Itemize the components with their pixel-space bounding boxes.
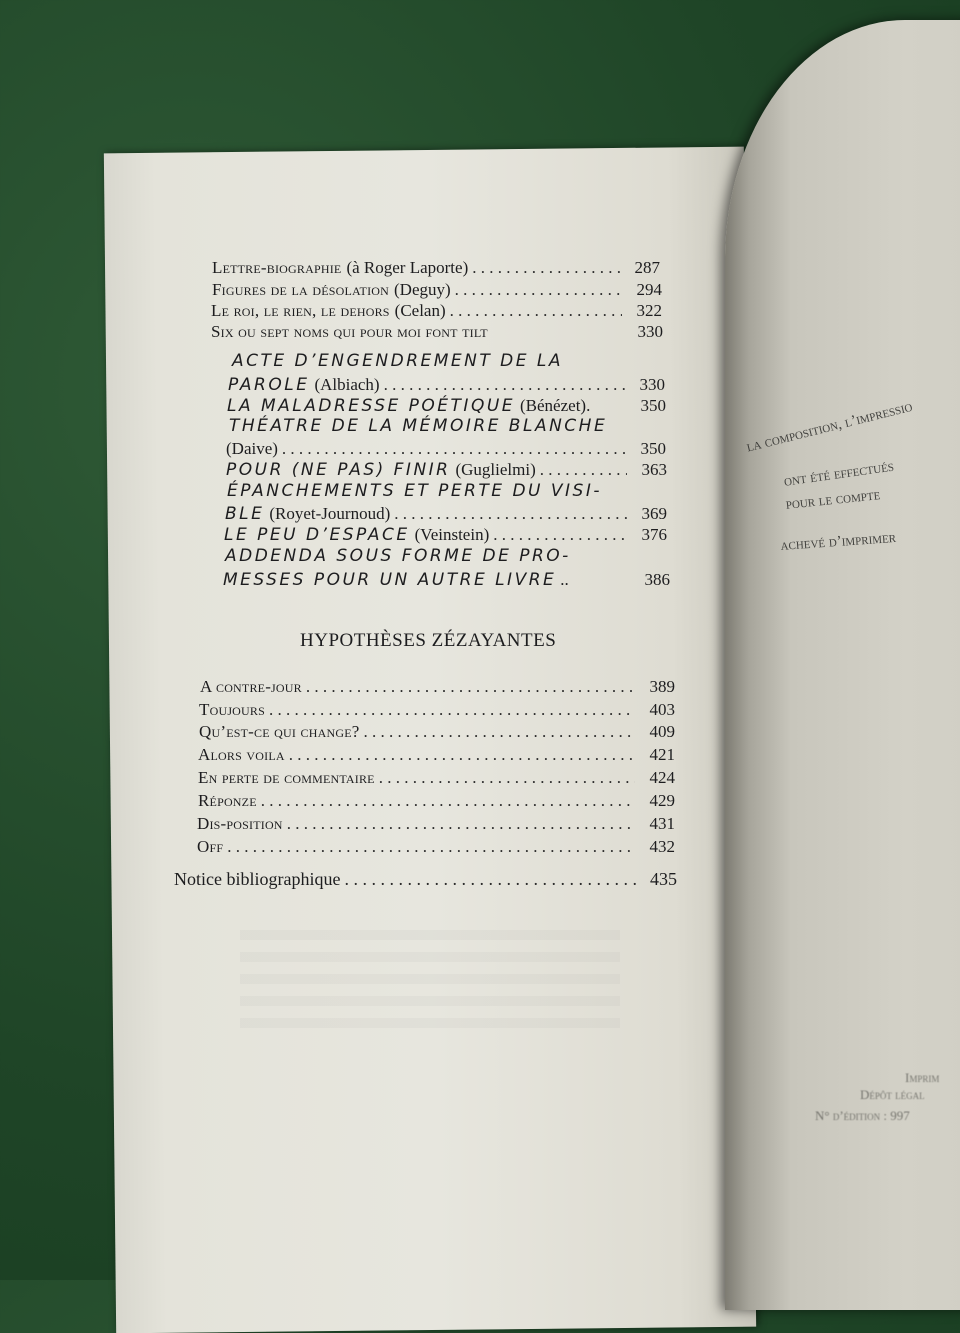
toc-entry [228, 375, 665, 395]
printer-line: Imprim [905, 1070, 940, 1085]
entry-title: Le roi, le rien, le dehors [211, 301, 390, 320]
entry-title: Qu’est-ce qui change? [199, 722, 360, 741]
page-number: 432 [649, 837, 675, 856]
entry-author: (Bénézet). [520, 396, 591, 415]
page-number: 350 [640, 396, 666, 415]
page-number: 350 [640, 439, 666, 458]
italic-entry-title: ADDENDA SOUS FORME DE PRO- [225, 546, 571, 566]
page-number: 363 [641, 460, 667, 479]
page-number: 403 [649, 700, 675, 719]
dot-leader [261, 791, 635, 811]
entry-author: (Albiach) [314, 375, 380, 394]
entry-author: (Veinstein) [414, 525, 490, 544]
page-number: 330 [639, 375, 665, 394]
page-number: 294 [636, 280, 662, 299]
page-number: 386 [644, 570, 670, 589]
toc-entry: MESSES POUR UN AUTRE LIVRE .. 386 [223, 570, 670, 590]
dot-leader [450, 301, 622, 321]
toc-entry [212, 258, 660, 278]
entry-title: LA MALADRESSE POÉTIQUE [227, 396, 516, 416]
toc-entry [198, 745, 675, 765]
entry-title: Notice bibliographique [174, 869, 341, 889]
dot-leader [269, 700, 635, 720]
toc-entry [212, 280, 662, 300]
toc-entry [197, 837, 675, 857]
page-number: 369 [641, 504, 667, 523]
dot-leader [282, 439, 626, 459]
toc-entry [198, 791, 675, 811]
entry-author: (Royet-Journoud) [269, 504, 391, 523]
toc-entry [224, 525, 667, 545]
toc-entry [211, 301, 662, 321]
dot-leader [289, 745, 635, 765]
page-number: 287 [634, 258, 660, 277]
dot-leader [306, 677, 635, 697]
colophon-line: pour le compte [785, 487, 882, 513]
dot-leader [493, 525, 627, 545]
show-through-text [240, 930, 620, 1040]
dot-leader [344, 869, 637, 890]
entry-author: (à Roger Laporte) [346, 258, 469, 277]
italic-entry-title: ACTE D’ENGENDREMENT DE LA [232, 351, 564, 371]
page-number: 376 [641, 525, 667, 544]
toc-entry [200, 677, 675, 697]
colophon-line: ont été effectués [783, 458, 895, 490]
entry-author: (Celan) [394, 301, 446, 320]
toc-entry [197, 814, 675, 834]
colophon-line: la composition, l’impressio [745, 398, 915, 456]
italic-entry-title: ÉPANCHEMENTS ET PERTE DU VISI- [227, 481, 602, 501]
entry-author: (Daive) [226, 439, 278, 458]
page-number: 431 [649, 814, 675, 833]
page-number: 435 [650, 869, 677, 889]
page-number: 322 [636, 301, 662, 320]
printer-line: N° d’édition : 997 [815, 1108, 910, 1123]
dot-leader [227, 837, 635, 857]
toc-entry [199, 722, 675, 742]
dot-leader [384, 375, 625, 395]
entry-title: Figures de la désolation [212, 280, 389, 299]
entry-title: Dis-position [197, 814, 283, 833]
dot-leader [540, 460, 627, 480]
dot-leader [394, 504, 627, 524]
toc-entry [227, 396, 666, 416]
dot-leader [455, 280, 622, 300]
dot-leader [472, 258, 620, 278]
entry-title: A contre-jour [200, 677, 302, 696]
toc-entry-notice [174, 869, 677, 890]
entry-title: Off [197, 837, 224, 856]
section-heading: HYPOTHÈSES ZÉZAYANTES [300, 630, 557, 651]
entry-author: (Guglielmi) [455, 460, 536, 479]
page-number: 389 [649, 677, 675, 696]
dot-leader [379, 768, 635, 788]
dot-leader [287, 814, 635, 834]
page-number: 421 [649, 745, 675, 764]
entry-title: BLE [225, 504, 265, 524]
entry-title: En perte de commentaire [198, 768, 375, 787]
colophon-line: achevé d’imprimer [780, 529, 897, 554]
toc-entry [211, 322, 663, 342]
entry-title: MESSES POUR UN AUTRE LIVRE [223, 570, 557, 590]
entry-title: Réponze [198, 791, 257, 810]
toc-entry [198, 768, 675, 788]
entry-title: POUR (NE PAS) FINIR [226, 460, 451, 480]
entry-title: Alors voila [198, 745, 285, 764]
toc-entry [226, 460, 667, 480]
entry-title: LE PEU D’ESPACE [224, 525, 410, 545]
entry-title: Lettre-biographie [212, 258, 342, 277]
entry-title: Toujours [199, 700, 265, 719]
toc-entry [199, 700, 675, 720]
page-number: 429 [649, 791, 675, 810]
entry-author: (Deguy) [394, 280, 451, 299]
page-number: 409 [649, 722, 675, 741]
printer-line: Dépôt légal [860, 1087, 925, 1102]
page-number: 330 [637, 322, 663, 341]
entry-title: PAROLE [228, 375, 310, 395]
toc-entry [225, 504, 667, 524]
italic-entry-title: THÉATRE DE LA MÉMOIRE BLANCHE [229, 416, 608, 436]
entry-title: Six ou sept noms qui pour moi font tilt [211, 322, 488, 341]
toc-entry [226, 439, 666, 459]
dot-leader [364, 722, 635, 742]
page-number: 424 [649, 768, 675, 787]
